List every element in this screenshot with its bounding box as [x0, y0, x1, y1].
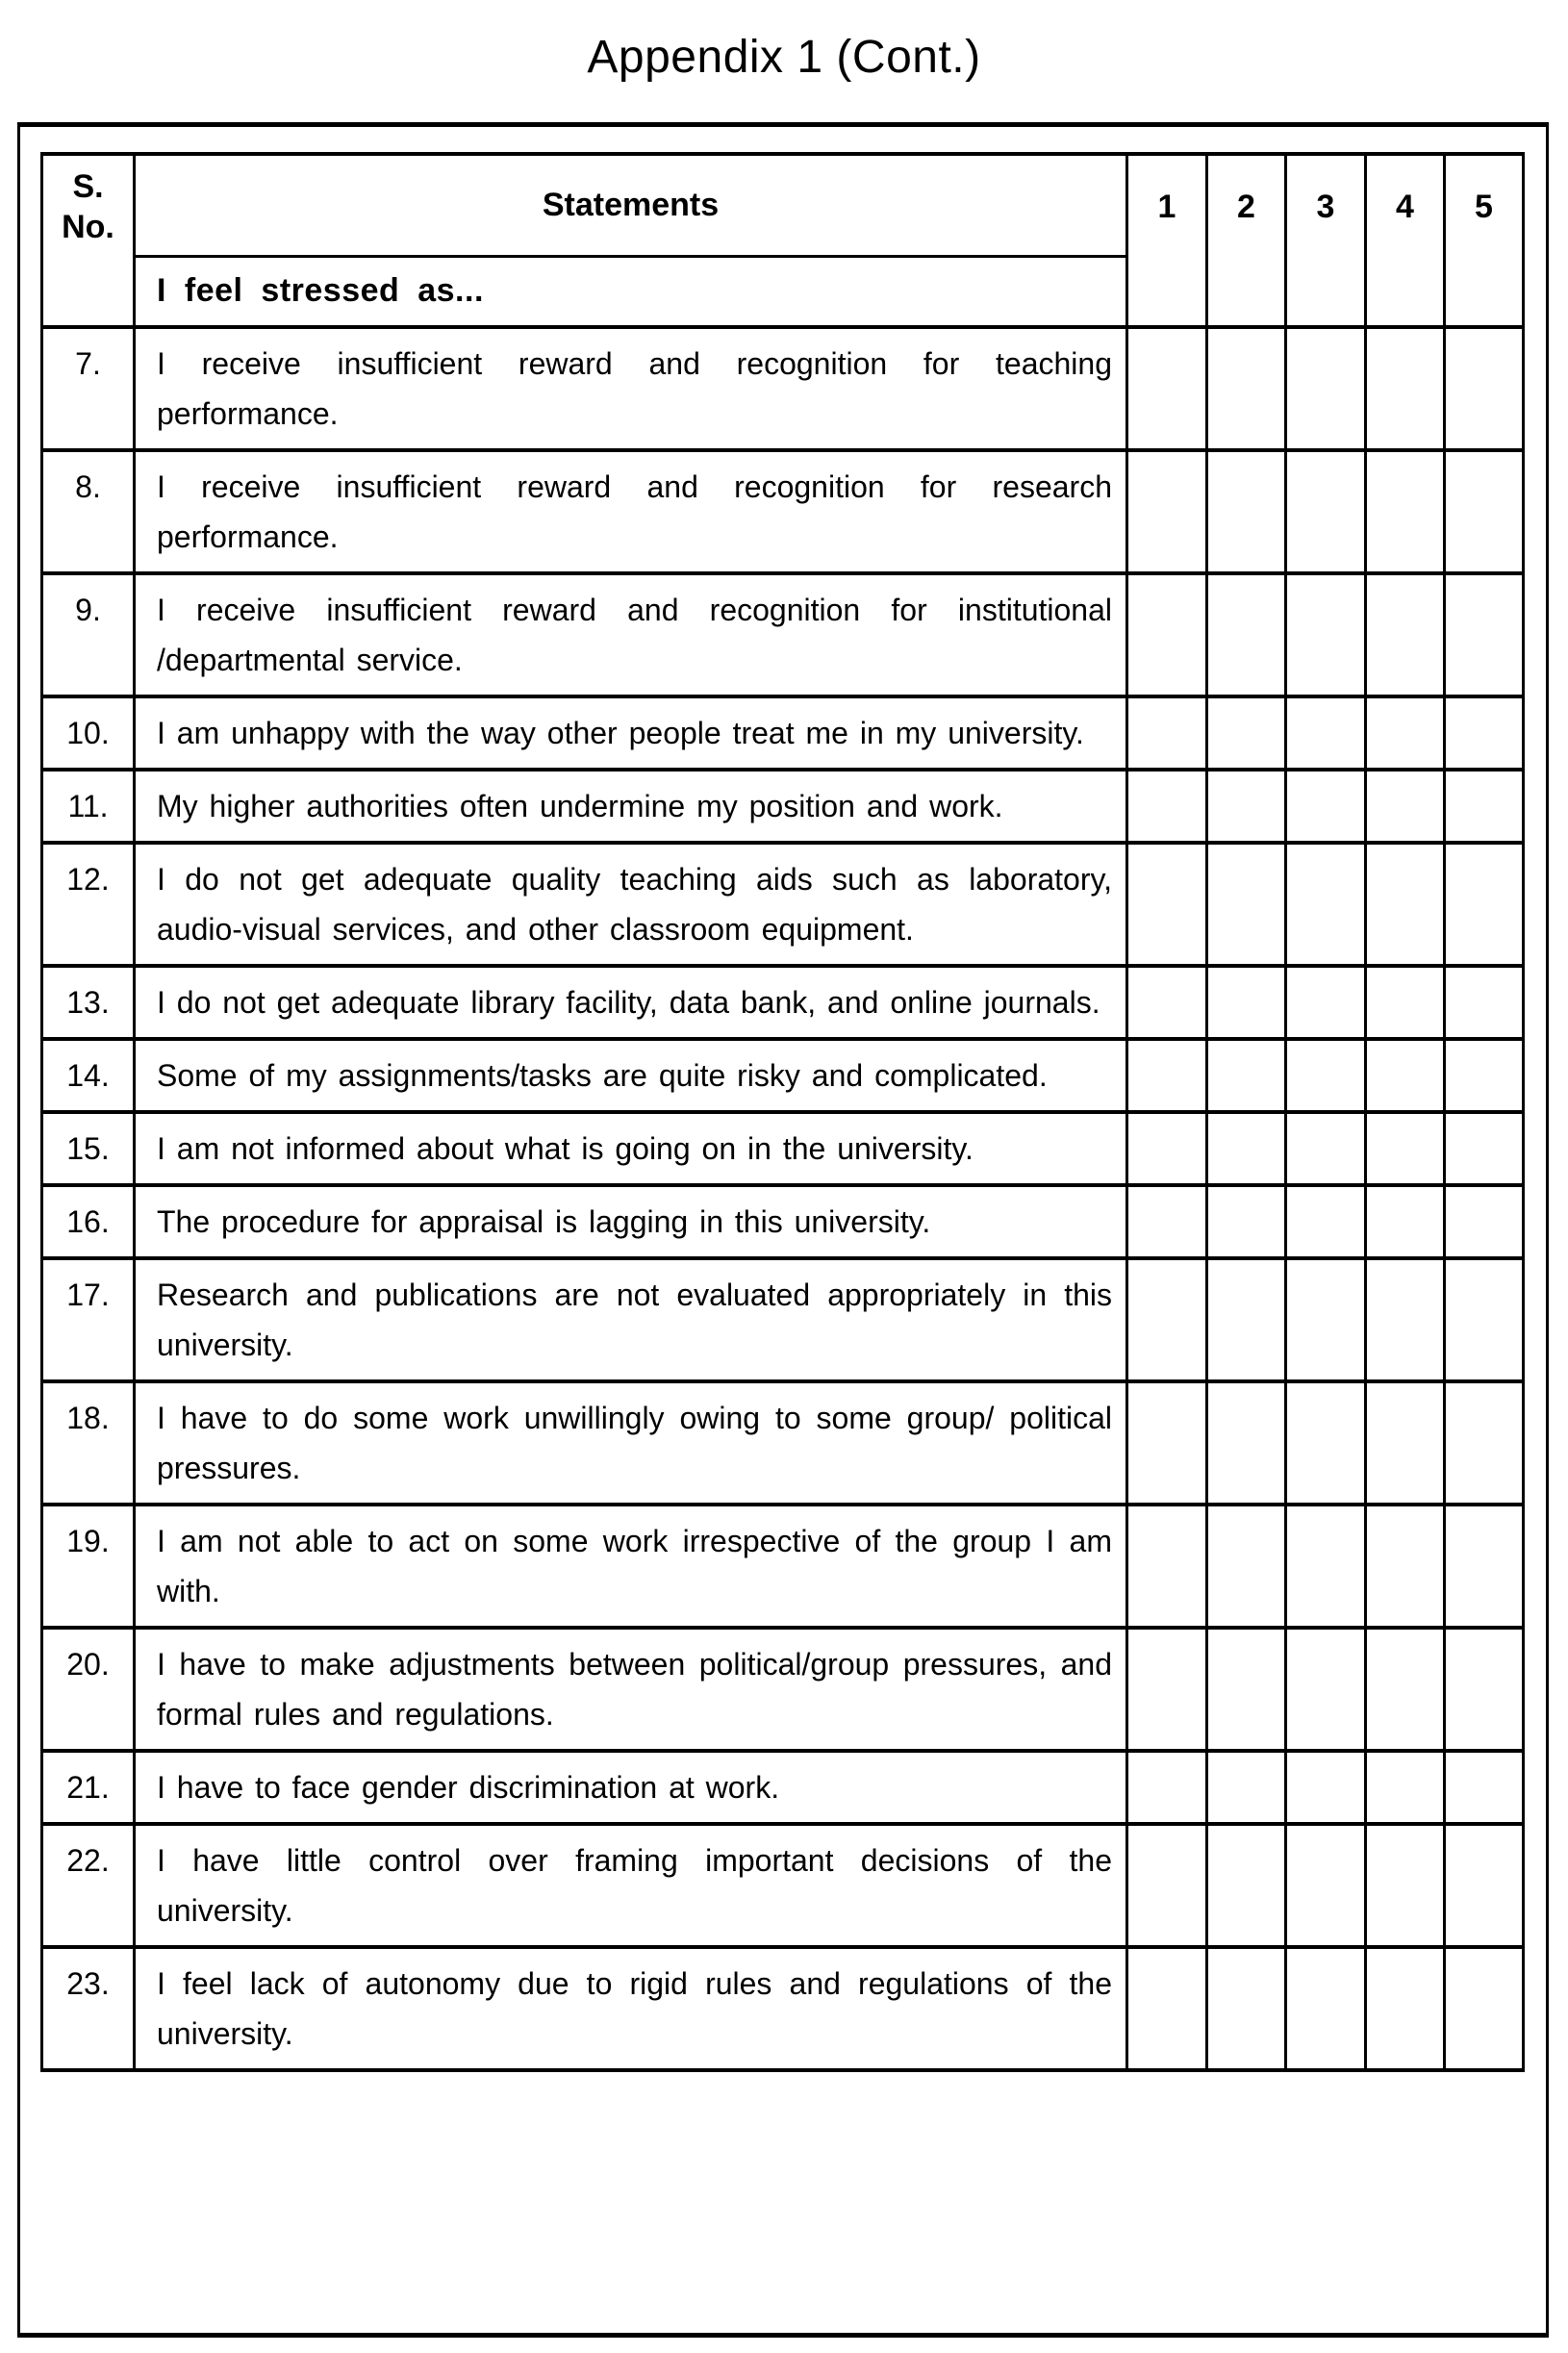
row-number: 14.: [42, 1039, 135, 1112]
rating-cell: [1366, 1185, 1445, 1258]
rating-cell: [1445, 1039, 1524, 1112]
rating-cell: [1366, 327, 1445, 450]
rating-header-label: 2: [1237, 189, 1255, 225]
statement-text: I have to face gender discrimination at work.: [135, 1751, 1127, 1824]
rating-cell: [1207, 770, 1286, 843]
rating-cell: [1127, 1505, 1207, 1628]
rating-cell: [1207, 1258, 1286, 1381]
rating-cell: [1286, 327, 1366, 450]
rating-cell: [1366, 1039, 1445, 1112]
statement-text: I do not get adequate library facility, data bank, and online journals.: [135, 966, 1127, 1039]
rating-cell: [1445, 1381, 1524, 1505]
statement-text: I am unhappy with the way other people treat me in my university.: [135, 696, 1127, 770]
table-row: [42, 1628, 1524, 1751]
rating-cell: [1286, 1824, 1366, 1947]
row-number: 19.: [42, 1505, 135, 1628]
rating-cell: [1127, 573, 1207, 696]
rating-cell: [1127, 1112, 1207, 1185]
row-number: 13.: [42, 966, 135, 1039]
table-row: [42, 966, 1524, 1039]
rating-cell: [1127, 1947, 1207, 2070]
row-number: 8.: [42, 450, 135, 573]
rating-cell: [1127, 450, 1207, 573]
table-outer-frame: [17, 122, 1549, 2338]
rating-cell: [1207, 1112, 1286, 1185]
col-header-rating-4: [1366, 154, 1445, 327]
rating-cell: [1127, 843, 1207, 966]
statement-text: I receive insufficient reward and recognition for teaching performance.: [135, 327, 1127, 450]
rating-cell: [1366, 770, 1445, 843]
rating-cell: [1127, 966, 1207, 1039]
rating-cell: [1286, 450, 1366, 573]
rating-cell: [1127, 770, 1207, 843]
rating-cell: [1207, 327, 1286, 450]
rating-cell: [1286, 1185, 1366, 1258]
statement-text: I have to do some work unwillingly owing to some group/ political pressures.: [135, 1381, 1127, 1505]
header-row: [42, 154, 1524, 256]
table-row: [42, 573, 1524, 696]
rating-cell: [1445, 573, 1524, 696]
rating-cell: [1366, 1381, 1445, 1505]
rating-cell: [1286, 1751, 1366, 1824]
rating-cell: [1127, 1751, 1207, 1824]
row-number: 16.: [42, 1185, 135, 1258]
rating-cell: [1445, 327, 1524, 450]
rating-cell: [1207, 1751, 1286, 1824]
rating-header-label: 4: [1396, 189, 1414, 225]
statement-text: I am not able to act on some work irrespective of the group I am with.: [135, 1505, 1127, 1628]
rating-cell: [1207, 1185, 1286, 1258]
table-row: [42, 1112, 1524, 1185]
serial-header-line1: S.: [72, 168, 104, 205]
table-row: [42, 1258, 1524, 1381]
row-number: 10.: [42, 696, 135, 770]
rating-cell: [1127, 1628, 1207, 1751]
rating-cell: [1286, 696, 1366, 770]
table-row: [42, 1039, 1524, 1112]
rating-cell: [1286, 1258, 1366, 1381]
rating-cell: [1286, 573, 1366, 696]
rating-cell: [1207, 1381, 1286, 1505]
rating-cell: [1366, 1628, 1445, 1751]
rating-cell: [1207, 450, 1286, 573]
col-header-rating-5: [1445, 154, 1524, 327]
row-number: 17.: [42, 1258, 135, 1381]
statement-text: The procedure for appraisal is lagging in this university.: [135, 1185, 1127, 1258]
col-header-rating-2: [1207, 154, 1286, 327]
statement-text: Some of my assignments/tasks are quite risky and complicated.: [135, 1039, 1127, 1112]
rating-cell: [1286, 770, 1366, 843]
statement-text: Research and publications are not evaluated appropriately in this university.: [135, 1258, 1127, 1381]
row-number: 9.: [42, 573, 135, 696]
rating-header-label: 1: [1157, 189, 1176, 225]
table-row: [42, 1751, 1524, 1824]
rating-cell: [1366, 696, 1445, 770]
rating-cell: [1445, 843, 1524, 966]
questionnaire-table: [40, 152, 1525, 2072]
rating-cell: [1286, 843, 1366, 966]
rating-cell: [1207, 1824, 1286, 1947]
table-row: [42, 1824, 1524, 1947]
row-number: 15.: [42, 1112, 135, 1185]
rating-cell: [1366, 450, 1445, 573]
col-header-rating-1: [1127, 154, 1207, 327]
row-number: 21.: [42, 1751, 135, 1824]
rating-cell: [1366, 1505, 1445, 1628]
statement-text: I have little control over framing important decisions of the university.: [135, 1824, 1127, 1947]
rating-cell: [1445, 696, 1524, 770]
table-row: [42, 1185, 1524, 1258]
row-number: 12.: [42, 843, 135, 966]
col-header-statements: Statements: [135, 154, 1127, 256]
rating-cell: [1207, 843, 1286, 966]
table-row: [42, 843, 1524, 966]
page-title: Appendix 1 (Cont.): [587, 32, 981, 83]
rating-cell: [1207, 966, 1286, 1039]
rating-cell: [1127, 1258, 1207, 1381]
statement-text: I do not get adequate quality teaching aids such as laboratory, audio-visual services, and other classroom equipment.: [135, 843, 1127, 966]
table-row: [42, 327, 1524, 450]
rating-cell: [1127, 1824, 1207, 1947]
rating-cell: [1445, 450, 1524, 573]
col-header-rating-3: [1286, 154, 1366, 327]
rating-cell: [1127, 327, 1207, 450]
statements-subheader: I feel stressed as...: [135, 256, 1127, 327]
row-number: 22.: [42, 1824, 135, 1947]
rating-cell: [1286, 1039, 1366, 1112]
rating-cell: [1127, 696, 1207, 770]
rating-cell: [1445, 1258, 1524, 1381]
table-row: [42, 1505, 1524, 1628]
rating-cell: [1127, 1039, 1207, 1112]
rating-cell: [1445, 1185, 1524, 1258]
rating-cell: [1366, 843, 1445, 966]
statement-text: I am not informed about what is going on in the university.: [135, 1112, 1127, 1185]
table-row: [42, 1381, 1524, 1505]
rating-cell: [1207, 573, 1286, 696]
rating-cell: [1366, 1258, 1445, 1381]
rating-cell: [1286, 1112, 1366, 1185]
statement-text: I have to make adjustments between political/group pressures, and formal rules and regulations.: [135, 1628, 1127, 1751]
serial-header-line2: No.: [62, 209, 114, 245]
rating-cell: [1286, 1505, 1366, 1628]
rating-cell: [1207, 1039, 1286, 1112]
row-number: 23.: [42, 1947, 135, 2070]
rating-header-label: 3: [1316, 189, 1335, 225]
statement-text: I receive insufficient reward and recognition for institutional /departmental service.: [135, 573, 1127, 696]
rating-cell: [1366, 573, 1445, 696]
rating-cell: [1366, 1947, 1445, 2070]
statement-text: My higher authorities often undermine my position and work.: [135, 770, 1127, 843]
rating-cell: [1207, 1628, 1286, 1751]
rating-cell: [1445, 966, 1524, 1039]
table-row: [42, 450, 1524, 573]
rating-cell: [1286, 1947, 1366, 2070]
rating-cell: [1445, 1751, 1524, 1824]
table-row: [42, 1947, 1524, 2070]
rating-cell: [1286, 1628, 1366, 1751]
rating-cell: [1445, 1824, 1524, 1947]
rating-cell: [1366, 1824, 1445, 1947]
rating-cell: [1366, 1751, 1445, 1824]
rating-cell: [1445, 1112, 1524, 1185]
rating-cell: [1207, 1947, 1286, 2070]
table-row: [42, 770, 1524, 843]
row-number: 18.: [42, 1381, 135, 1505]
rating-cell: [1366, 966, 1445, 1039]
statement-text: I receive insufficient reward and recognition for research performance.: [135, 450, 1127, 573]
table-row: [42, 696, 1524, 770]
rating-cell: [1127, 1381, 1207, 1505]
col-header-serial-number: [42, 154, 135, 327]
row-number: 11.: [42, 770, 135, 843]
row-number: 20.: [42, 1628, 135, 1751]
rating-cell: [1445, 1947, 1524, 2070]
rating-cell: [1207, 696, 1286, 770]
statement-text: I feel lack of autonomy due to rigid rules and regulations of the university.: [135, 1947, 1127, 2070]
rating-cell: [1286, 1381, 1366, 1505]
rating-cell: [1445, 1505, 1524, 1628]
rating-header-label: 5: [1475, 189, 1493, 225]
rating-cell: [1207, 1505, 1286, 1628]
rating-cell: [1366, 1112, 1445, 1185]
rating-cell: [1286, 966, 1366, 1039]
rating-cell: [1445, 1628, 1524, 1751]
rating-cell: [1445, 770, 1524, 843]
row-number: 7.: [42, 327, 135, 450]
rating-cell: [1127, 1185, 1207, 1258]
